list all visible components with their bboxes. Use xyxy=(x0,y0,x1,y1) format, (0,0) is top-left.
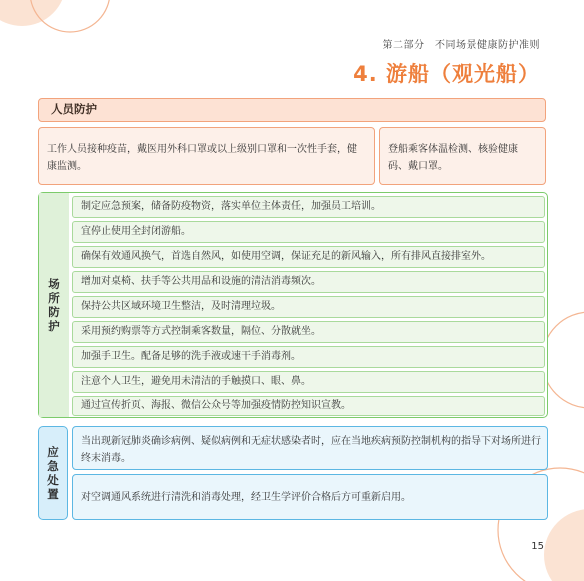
personal-protection-staff-box: 工作人员接种疫苗，戴医用外科口罩或以上级别口罩和一次性手套，健康监测。 xyxy=(38,127,375,185)
section-header: 第二部分 不同场景健康防护准则 xyxy=(382,40,540,51)
venue-item: 制定应急预案，储备防疫物资，落实单位主体责任，加强员工培训。 xyxy=(72,196,545,218)
emergency-item: 对空调通风系统进行清洗和消毒处理，经卫生学评价合格后方可重新启用。 xyxy=(72,474,548,520)
venue-item: 宜停止使用全封闭游船。 xyxy=(72,221,545,243)
personal-protection-heading: 人员防护 xyxy=(38,98,546,122)
emergency-label: 应急处置 xyxy=(47,445,59,501)
emergency-item: 当出现新冠肺炎确诊病例、疑似病例和无症状感染者时，应在当地疾病预防控制机构的指导下对场所进行终末消毒。 xyxy=(72,426,548,470)
venue-item: 确保有效通风换气，首选自然风，如使用空调，保证充足的新风输入，所有排风直接排室外。 xyxy=(72,246,545,268)
page-number: 15 xyxy=(531,541,544,552)
venue-protection-label: 场所防护 xyxy=(48,277,60,333)
emergency-label-column xyxy=(38,426,68,520)
venue-item: 注意个人卫生，避免用未清洁的手触摸口、眼、鼻。 xyxy=(72,371,545,393)
venue-item: 增加对桌椅、扶手等公共用品和设施的清洁消毒频次。 xyxy=(72,271,545,293)
venue-item: 通过宣传折页、海报、微信公众号等加强疫情防控知识宣教。 xyxy=(72,396,545,416)
page-title: 4. 游船（观光船） xyxy=(353,62,540,86)
decorative-circles-top-left xyxy=(0,0,140,100)
personal-protection-passenger-box: 登船乘客体温检测、核验健康码、戴口罩。 xyxy=(379,127,546,185)
venue-item: 采用预约购票等方式控制乘客数量，隔位、分散就坐。 xyxy=(72,321,545,343)
venue-protection-panel xyxy=(38,192,548,418)
venue-protection-label-column xyxy=(39,193,69,417)
venue-item: 保持公共区域环境卫生整洁，及时清理垃圾。 xyxy=(72,296,545,318)
venue-item: 加强手卫生。配备足够的洗手液或速干手消毒剂。 xyxy=(72,346,545,368)
